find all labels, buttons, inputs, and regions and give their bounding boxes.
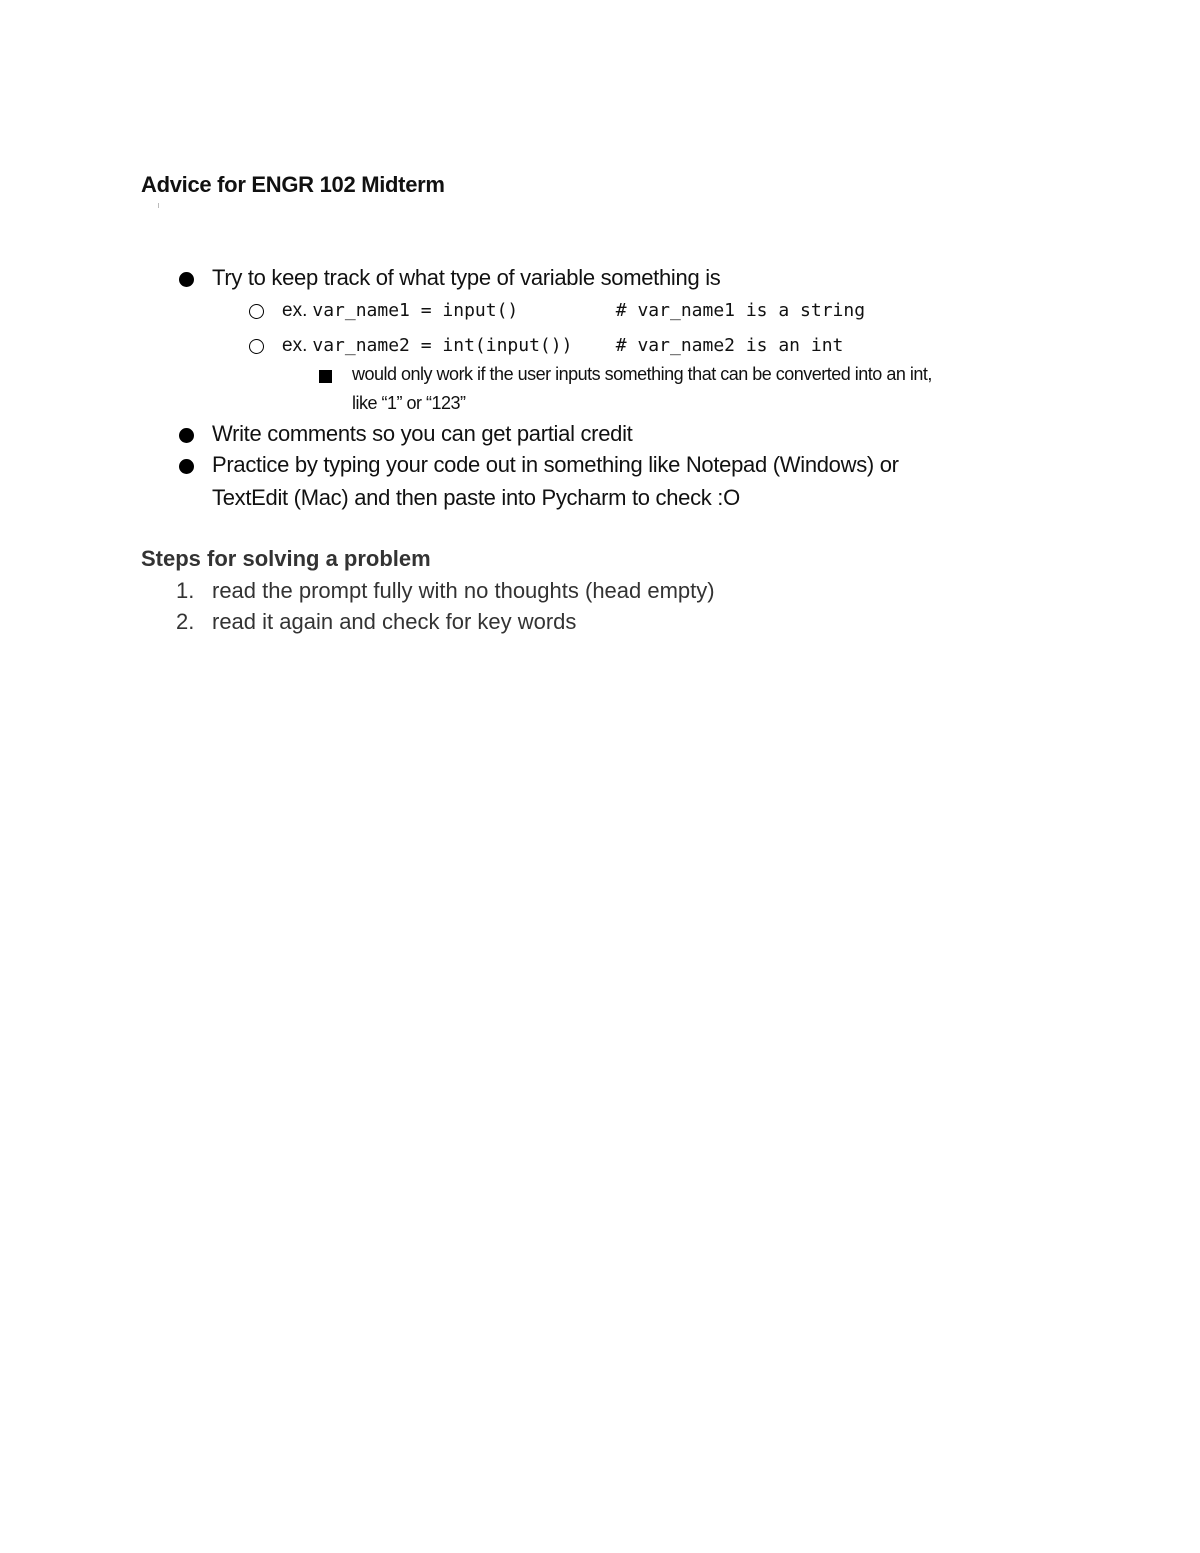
bullet-disc-icon bbox=[179, 272, 194, 287]
example-prefix: ex. bbox=[282, 335, 308, 356]
bullet-disc-icon bbox=[179, 428, 194, 443]
advice-item-2: Write comments so you can get partial credit bbox=[212, 421, 633, 446]
example-line-1 bbox=[282, 296, 865, 326]
bullet-square-icon bbox=[319, 370, 332, 383]
step-number: 1. bbox=[176, 578, 195, 603]
example-prefix: ex. bbox=[282, 300, 308, 321]
step-text: read it again and check for key words bbox=[212, 609, 577, 634]
bullet-disc-icon bbox=[179, 459, 194, 474]
bullet-circle-icon bbox=[249, 304, 264, 319]
step-number: 2. bbox=[176, 609, 195, 634]
example-line-2 bbox=[282, 331, 843, 361]
advice-item-3-line-2: TextEdit (Mac) and then paste into Pycharm to check :O bbox=[212, 485, 740, 510]
example-code: var_name2 = int(input()) # var_name2 is an int bbox=[312, 335, 844, 356]
cursor-mark bbox=[158, 203, 159, 208]
bullet-circle-icon bbox=[249, 339, 264, 354]
steps-heading: Steps for solving a problem bbox=[141, 546, 431, 571]
page-title: Advice for ENGR 102 Midterm bbox=[141, 172, 445, 197]
advice-item-3-line-1: Practice by typing your code out in something like Notepad (Windows) or bbox=[212, 452, 899, 477]
example-code: var_name1 = input() # var_name1 is a string bbox=[312, 300, 866, 321]
advice-item-1: Try to keep track of what type of variable something is bbox=[212, 265, 721, 290]
step-text: read the prompt fully with no thoughts (head empty) bbox=[212, 578, 715, 603]
note-line-1: would only work if the user inputs something that can be converted into an int, bbox=[352, 364, 932, 384]
note-line-2: like “1” or “123” bbox=[352, 393, 466, 413]
